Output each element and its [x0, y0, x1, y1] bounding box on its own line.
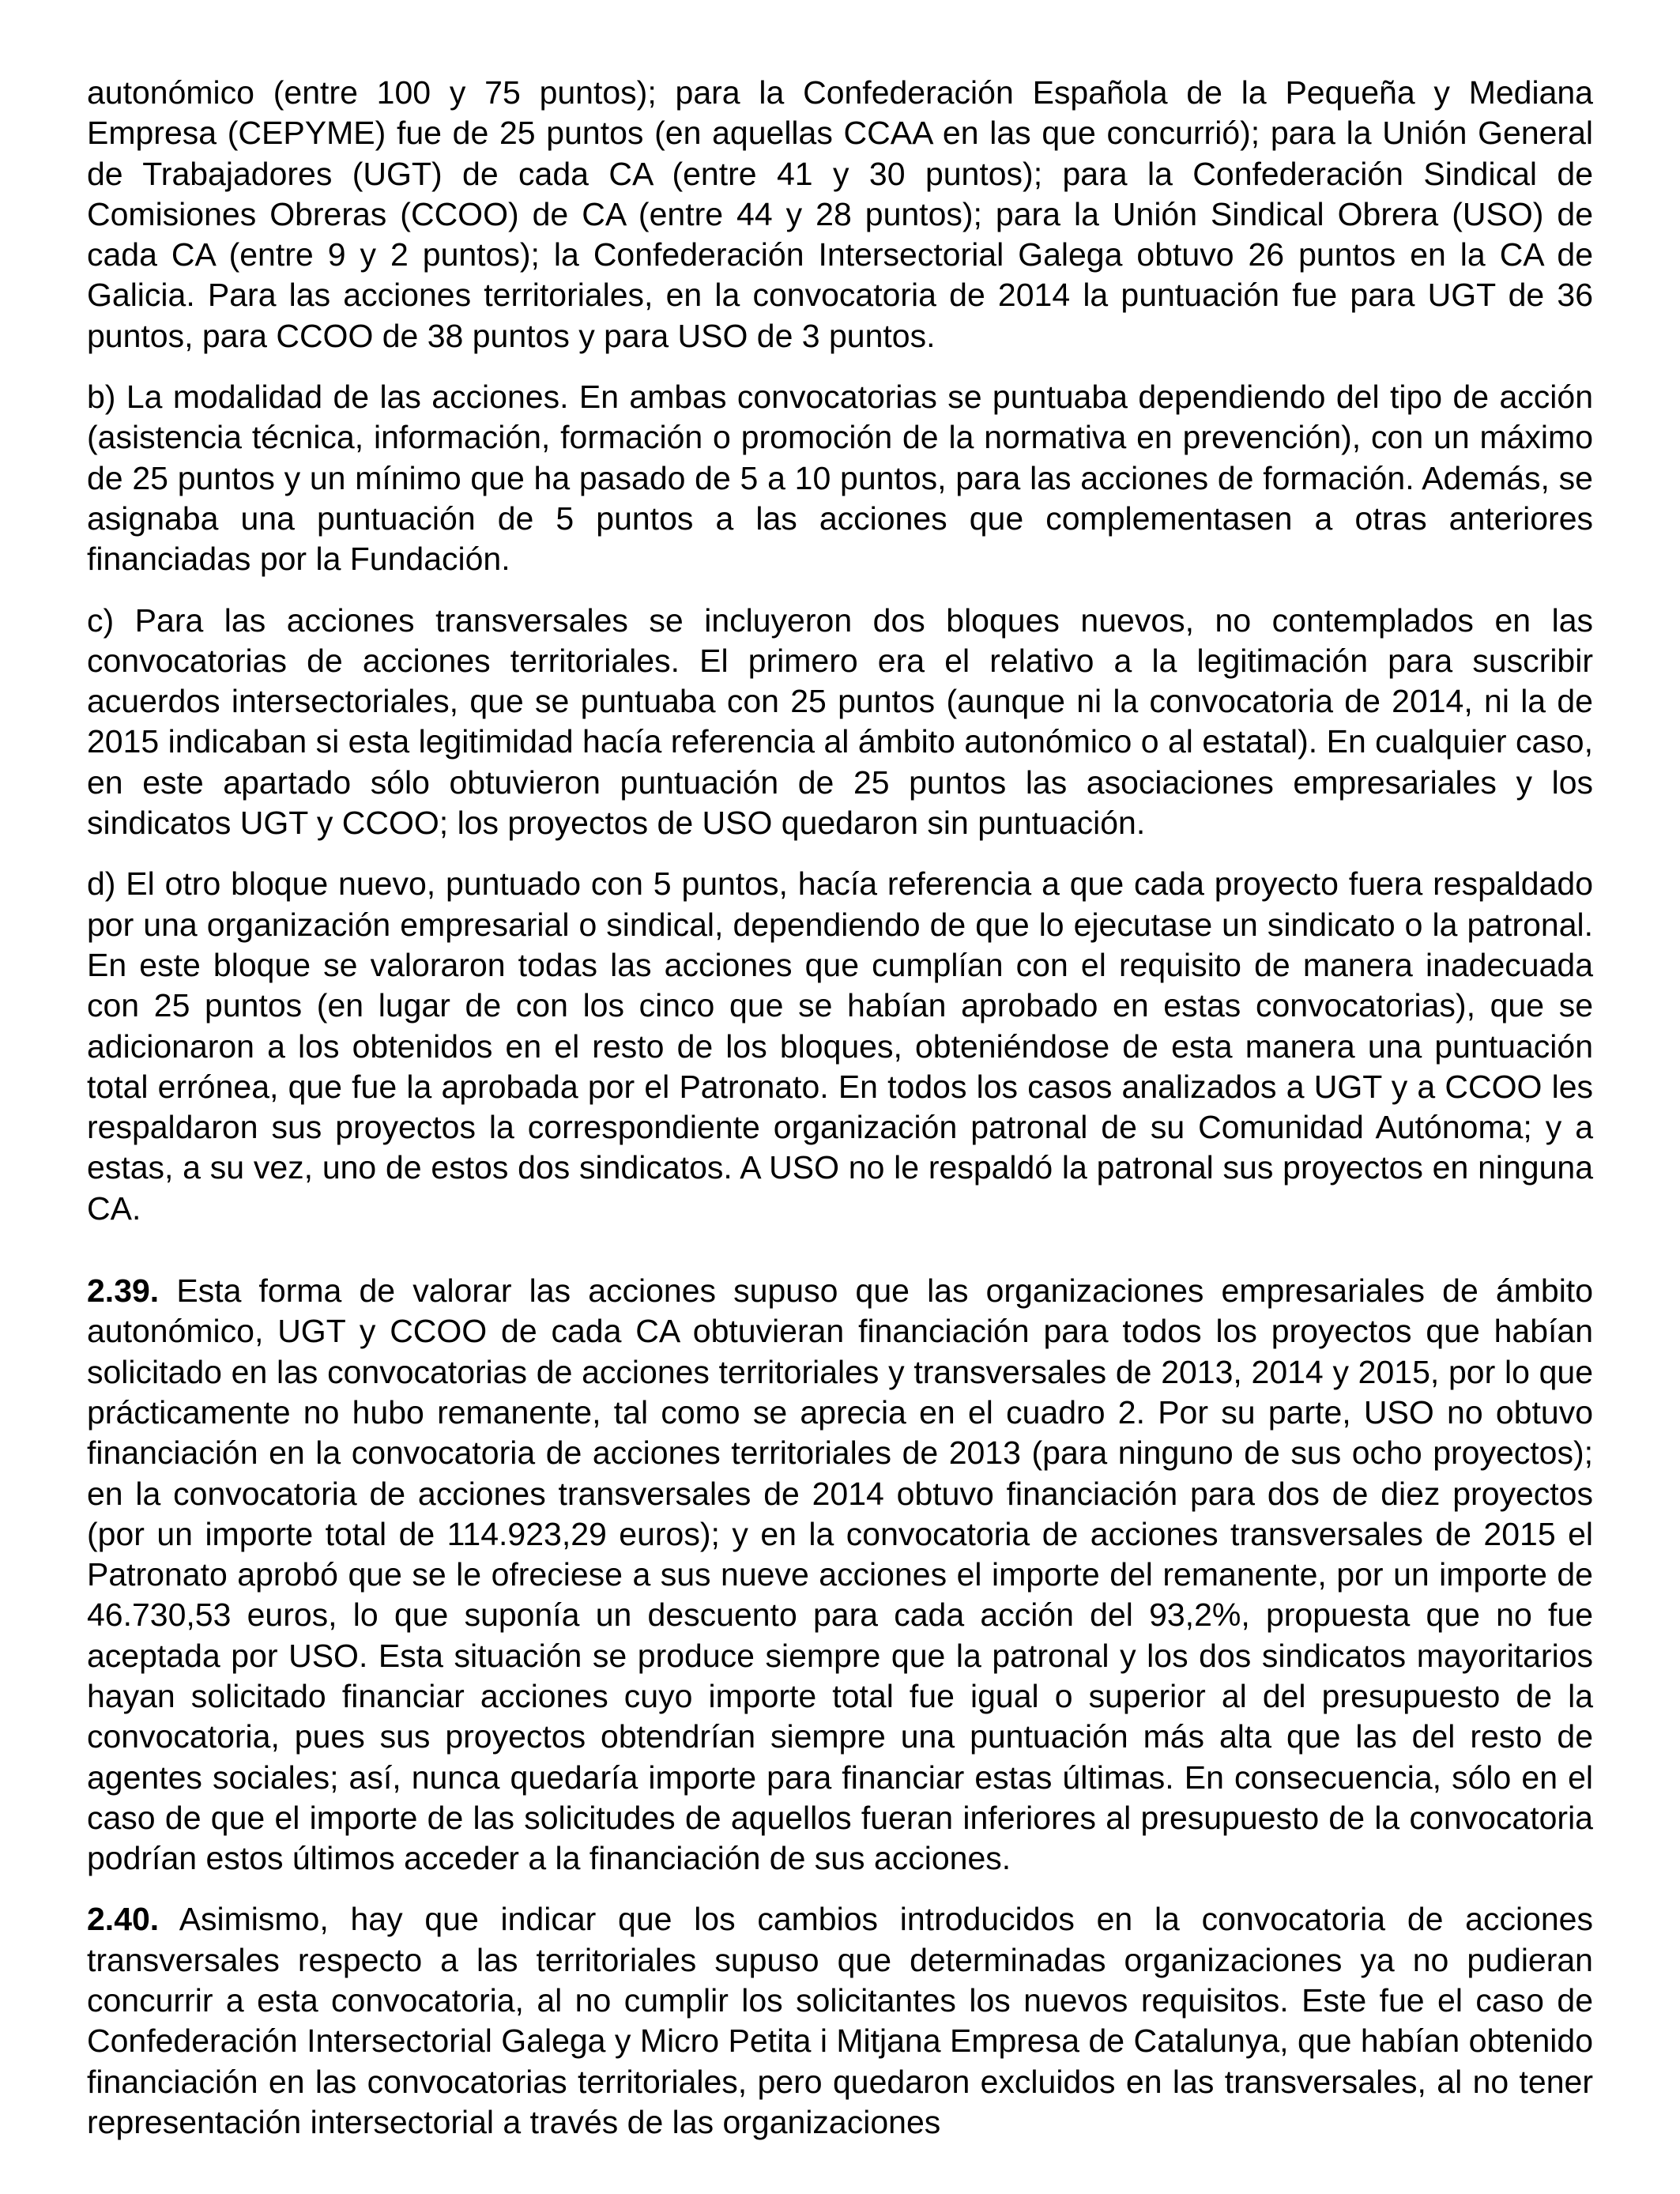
paragraph-number: 2.40. — [87, 1901, 160, 1938]
paragraph-text: c) Para las acciones transversales se incluyeron dos bloques nuevos, no contemplados en las convocatorias de acciones territoriales. El primero era el relativo a la legitimación para suscribir acuerdos intersectoriales, que se puntuaba con 25 puntos (aunque ni la convocatoria de 2014, ni la de 2015 indicaban si esta legitimidad hacía referencia al ámbito autonómico o al estatal). En cualquier caso, en este apartado sólo obtuvieron puntuación de 25 puntos las asociaciones empresariales y los sindicatos UGT y CCOO; los proyectos de USO quedaron sin puntuación. — [87, 601, 1593, 842]
paragraph-scoring-continuation — [87, 73, 1593, 356]
paragraph-2-40 — [87, 1899, 1593, 2143]
paragraph-text: autonómico (entre 100 y 75 puntos); para la Confederación Española de la Pequeña y Mediana Empresa (CEPYME) fue de 25 puntos (en aquellas CCAA en las que concurrió); para la Unión General de Trabajadores (UGT) de cada CA (entre 41 y 30 puntos); para la Confederación Sindical de Comisiones Obreras (CCOO) de CA (entre 44 y 28 puntos); para la Unión Sindical Obrera (USO) de cada CA (entre 9 y 2 puntos); la Confederación Intersectorial Galega obtuvo 26 puntos en la CA de Galicia. Para las acciones territoriales, en la convocatoria de 2014 la puntuación fue para UGT de 36 puntos, para CCOO de 38 puntos y para USO de 3 puntos. — [87, 74, 1593, 354]
paragraph-2-39 — [87, 1271, 1593, 1879]
paragraph-item-c — [87, 601, 1593, 844]
paragraph-text: b) La modalidad de las acciones. En ambas convocatorias se puntuaba dependiendo del tipo de acción (asistencia técnica, información, formación o promoción de la normativa en prevención), con un máximo de 25 puntos y un mínimo que ha pasado de 5 a 10 puntos, para las acciones de formación. Además, se asignaba una puntuación de 5 puntos a las acciones que complementasen a otras anteriores financiadas por la Fundación. — [87, 379, 1593, 578]
paragraph-text: d) El otro bloque nuevo, puntuado con 5 puntos, hacía referencia a que cada proyecto fuera respaldado por una organización empresarial o sindical, dependiendo de que lo ejecutase un sindicato o la patronal. En este bloque se valoraron todas las acciones que cumplían con el requisito de manera inadecuada con 25 puntos (en lugar de con los cinco que se habían aprobado en estas convocatorias), que se adicionaron a los obtenidos en el resto de los bloques, obteniéndose de esta manera una puntuación total errónea, que fue la aprobada por el Patronato. En todos los casos analizados a UGT y a CCOO les respaldaron sus proyectos la correspondiente organización patronal de su Comunidad Autónoma; y a estas, a su vez, uno de estos dos sindicatos. A USO no le respaldó la patronal sus proyectos en ninguna CA. — [87, 865, 1593, 1227]
paragraph-number: 2.39. — [87, 1272, 160, 1310]
paragraph-text: Esta forma de valorar las acciones supuso que las organizaciones empresariales de ámbito autonómico, UGT y CCOO de cada CA obtuvieran financiación para todos los proyectos que habían solicitado en las convocatorias de acciones territoriales y transversales de 2013, 2014 y 2015, por lo que prácticamente no hubo remanente, tal como se aprecia en el cuadro 2. Por su parte, USO no obtuvo financiación en la convocatoria de acciones territoriales de 2013 (para ninguno de sus ocho proyectos); en la convocatoria de acciones transversales de 2014 obtuvo financiación para dos de diez proyectos (por un importe total de 114.923,29 euros); y en la convocatoria de acciones transversales de 2015 el Patronato aprobó que se le ofreciese a sus nueve acciones el importe del remanente, por un importe de 46.730,53 euros, lo que suponía un descuento para cada acción del 93,2%, propuesta que no fue aceptada por USO. Esta situación se produce siempre que la patronal y los dos sindicatos mayoritarios hayan solicitado financiar acciones cuyo importe total fue igual o superior al del presupuesto de la convocatoria, pues sus proyectos obtendrían siempre una puntuación más alta que las del resto de agentes sociales; así, nunca quedaría importe para financiar estas últimas. En consecuencia, sólo en el caso de que el importe de las solicitudes de aquellos fueran inferiores al presupuesto de la convocatoria podrían estos últimos acceder a la financiación de sus acciones. — [87, 1272, 1593, 1877]
paragraph-text: Asimismo, hay que indicar que los cambios introducidos en la convocatoria de acciones transversales respecto a las territoriales supuso que determinadas organizaciones ya no pudieran concurrir a esta convocatoria, al no cumplir los solicitantes los nuevos requisitos. Este fue el caso de Confederación Intersectorial Galega y Micro Petita i Mitjana Empresa de Catalunya, que habían obtenido financiación en las convocatorias territoriales, pero quedaron excluidos en las transversales, al no tener representación intersectorial a través de las organizaciones — [87, 1901, 1593, 2140]
paragraph-item-d — [87, 864, 1593, 1229]
document-page — [87, 73, 1593, 2143]
paragraph-item-b — [87, 377, 1593, 579]
